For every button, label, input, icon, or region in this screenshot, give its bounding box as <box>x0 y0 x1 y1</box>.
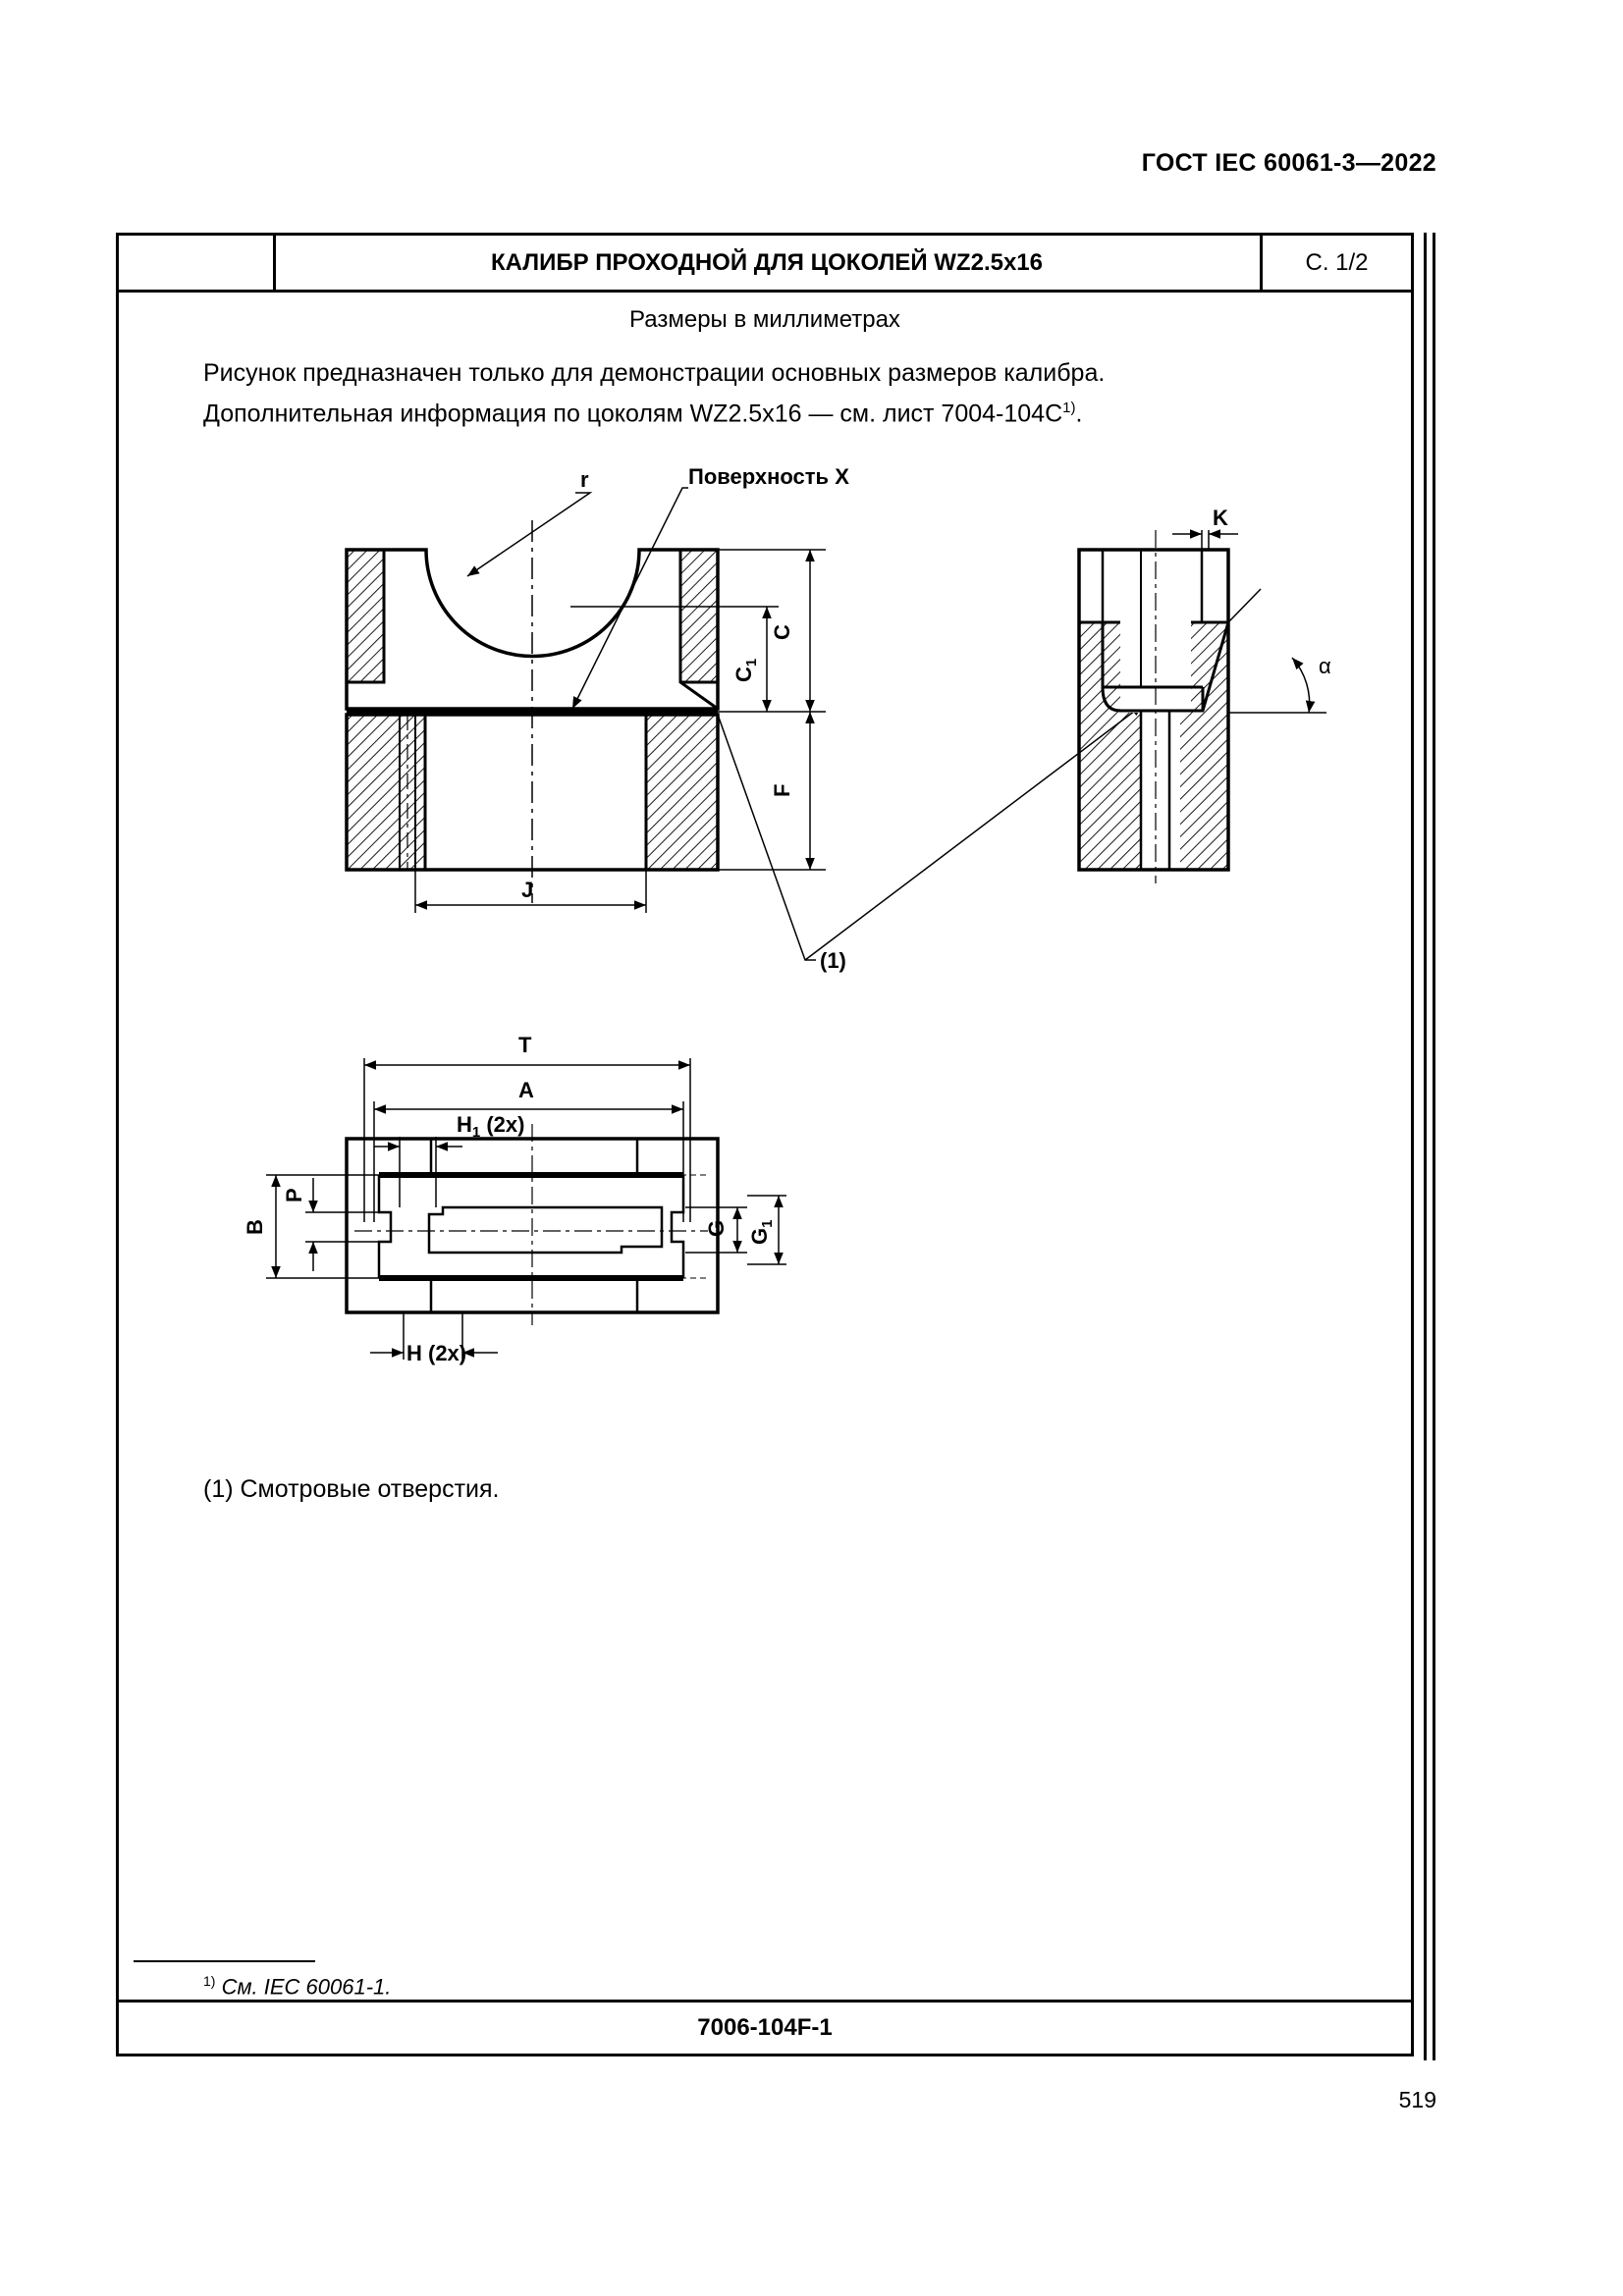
label-c: C <box>770 624 794 640</box>
page-number: 519 <box>1398 2087 1436 2112</box>
dimensions-note: Размеры в миллиметрах <box>629 306 900 333</box>
label-t: T <box>518 1033 532 1057</box>
label-callout-1: (1) <box>820 948 846 973</box>
front-view <box>347 488 1143 960</box>
label-p: P <box>282 1188 306 1202</box>
sheet-title: КАЛИБР ПРОХОДНОЙ ДЛЯ ЦОКОЛЕЙ WZ2.5x16 <box>491 249 1043 276</box>
top-view <box>266 1058 786 1360</box>
label-a: A <box>518 1078 534 1102</box>
label-g1: $G_1$ <box>747 1219 776 1245</box>
label-h1: $H_1$ (2x) <box>457 1112 525 1141</box>
standard-code: ГОСТ IEC 60061-3—2022 <box>1141 149 1436 177</box>
sheet-number: С. 1/2 <box>1260 236 1411 290</box>
intro-footnote-mark: 1) <box>1062 400 1076 416</box>
side-view <box>1079 530 1326 883</box>
label-b: B <box>243 1219 267 1235</box>
sheet-code: 7006-104F-1 <box>119 2000 1411 2054</box>
legend-note: (1) Смотровые отверстия. <box>203 1475 500 1503</box>
drawing-sheet-frame <box>116 233 1414 2056</box>
label-alpha: α <box>1319 654 1331 678</box>
label-r: r <box>580 467 589 492</box>
label-g: G <box>704 1219 729 1237</box>
footnote-mark: 1) <box>203 1973 216 1989</box>
footnote-text: См. IEC 60061-1. <box>215 1974 392 2000</box>
label-f: F <box>770 783 794 797</box>
intro-line-2: Дополнительная информация по цоколям WZ2.5x16 — см. лист 7004-104С <box>203 400 1063 428</box>
label-j: J <box>521 878 534 902</box>
label-k: K <box>1213 506 1228 530</box>
footnote <box>203 1973 391 2000</box>
label-surface-x: Поверхность X <box>688 464 849 489</box>
label-c1: $C_1$ <box>731 658 760 682</box>
label-h: H (2x) <box>406 1341 467 1365</box>
intro-tail: . <box>1075 400 1083 428</box>
footnote-rule <box>134 1960 315 1962</box>
frame-double-line-2 <box>1433 233 1435 2060</box>
intro-line-1: Рисунок предназначен только для демонстрации основных размеров калибра. <box>203 359 1106 387</box>
frame-double-line-1 <box>1424 233 1427 2060</box>
